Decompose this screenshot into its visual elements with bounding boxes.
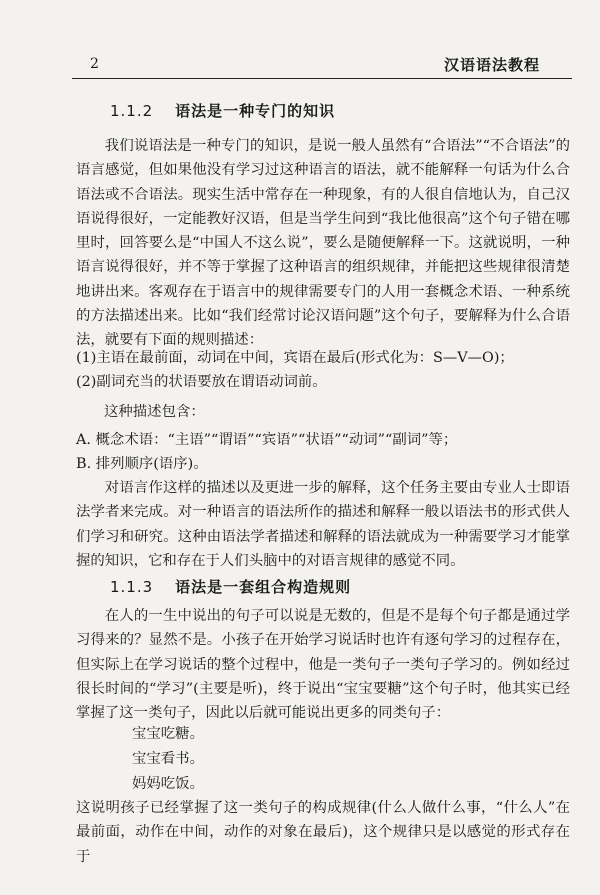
page-number: 2 [90,56,99,72]
example-sentence: 宝宝看书。 [132,750,204,767]
description-b: B. 排列顺序(语序)。 [76,456,208,472]
section-number: 1.1.2 [110,102,154,120]
section-heading-1-1-3 [110,576,351,597]
example-sentence: 宝宝吃糖。 [132,726,204,742]
section-1-paragraph-2: 对语言作这样的描述以及更进一步的解释，这个任务主要由专业人士即语法学者来完成。对一种语言的语法所作的描述和解释一般以语法书的形式供人们学习和研究。这种由语法学者描述和解释的语法就成为一种需要学习才能掌握的知识，它和存在于人们头脑中的对语言规律的感觉不同。 [76,480,570,569]
example-sentence: 妈妈吃饭。 [132,775,204,792]
running-header [72,50,570,76]
section-number: 1.1.3 [110,578,154,596]
section-1-paragraph-1: 我们说语法是一种专门的知识，是说一般人虽然有“合语法”“不合语法”的语言感觉，但如果他没有学习过这种语言的语法，就不能解释一句话为什么合语法或不合语法。现实生活中常存在一种现象，有的人很自信地认为，自己汉语说得很好，一定能教好汉语，但是当学生问到“我比他很高”这个句子错在哪里时，回答要么是“中国人不这么说”，要么是随便解释一下。这就说明，一种语言说得很好，并不等于掌握了这种语言的组织规律，并能把这些规律很清楚地讲出来。客观存在于语言中的规律需要专门的人用一套概念术语、一种系统的方法描述出来。比如“我们经常讨论汉语问题”这个句子，要解释为什么合语法，就要有下面的规则描述： [76,138,570,349]
section-2-paragraph-2: 这说明孩子已经掌握了这一类句子的构成规律(什么人做什么事，“什么人”在最前面，动作在中间，动作的对象在最后)，这个规律只是以感觉的形式存在于 [76,800,570,865]
description-intro: 这种描述包含： [104,404,205,420]
book-title: 汉语语法教程 [443,56,540,74]
header-rule [72,78,572,79]
example-sentences [132,722,204,796]
section-2-paragraph-1: 在人的一生中说出的句子可以说是无数的，但是不是每个句子都是通过学习得来的？显然不是。小孩子在开始学习说话时也许有逐句学习的过程存在，但实际上在学习说话的整个过程中，他是一类句子一类句子学习的。例如经过很长时间的“学习”(主要是听)，终于说出“宝宝要糖”这个句子时，他其实已经掌握了这一类句子，因此以后就可能说出更多的同类句子： [76,608,570,722]
section-heading-1-1-2 [110,100,335,121]
description-a: A. 概念术语：“主语”“谓语”“宾语”“状语”“动词”“副词”等； [76,432,458,448]
rule-2: (2)副词充当的状语要放在谓语动词前。 [76,374,327,390]
section-title: 语法是一种专门的知识 [175,102,336,120]
section-title: 语法是一套组合构造规则 [175,578,352,596]
rule-1: (1)主语在最前面，动词在中间，宾语在最后(形式化为：S—V—O)； [76,350,514,366]
